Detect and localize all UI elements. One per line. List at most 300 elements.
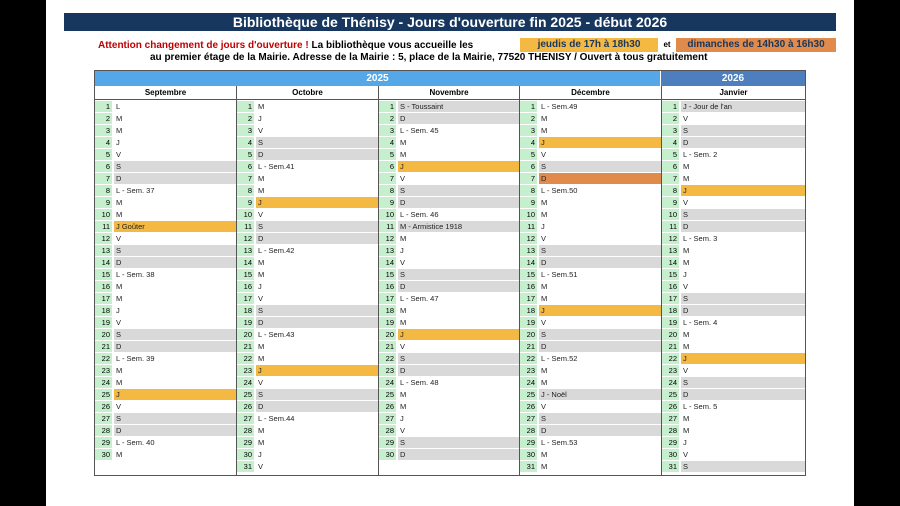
day-row bbox=[379, 148, 519, 160]
day-label: V bbox=[116, 234, 122, 243]
day-number: 15 bbox=[95, 269, 112, 280]
day-number: 12 bbox=[95, 233, 112, 244]
day-row bbox=[662, 376, 805, 388]
day-row bbox=[520, 268, 661, 280]
day-number: 9 bbox=[379, 197, 396, 208]
day-label: V bbox=[541, 318, 547, 327]
welcome-text: La bibliothèque vous accueille les bbox=[311, 40, 474, 51]
day-label: M bbox=[258, 426, 265, 435]
day-label: J bbox=[116, 306, 120, 315]
day-row bbox=[379, 196, 519, 208]
month-header: Novembre bbox=[379, 86, 519, 100]
day-label: D bbox=[539, 257, 661, 268]
day-number: 4 bbox=[520, 137, 537, 148]
day-label: M bbox=[400, 390, 407, 399]
day-label: S bbox=[398, 269, 519, 280]
day-row bbox=[237, 448, 378, 460]
day-number: 7 bbox=[379, 173, 396, 184]
day-row bbox=[520, 400, 661, 412]
day-label: J - Noël bbox=[539, 389, 661, 400]
day-row bbox=[662, 232, 805, 244]
day-label: V bbox=[116, 402, 122, 411]
month-column-octobre bbox=[236, 86, 378, 475]
day-row bbox=[662, 436, 805, 448]
day-number: 7 bbox=[95, 173, 112, 184]
day-number: 29 bbox=[379, 437, 396, 448]
day-row bbox=[662, 208, 805, 220]
day-row bbox=[237, 376, 378, 388]
day-number: 8 bbox=[520, 185, 537, 196]
day-row bbox=[379, 436, 519, 448]
day-label: V bbox=[400, 174, 406, 183]
day-number: 23 bbox=[662, 365, 679, 376]
day-row bbox=[520, 316, 661, 328]
day-number: 27 bbox=[95, 413, 112, 424]
year-header-2025: 2025 bbox=[95, 71, 660, 86]
day-number: 31 bbox=[662, 461, 679, 472]
day-row bbox=[237, 100, 378, 112]
day-row bbox=[379, 184, 519, 196]
day-label: D bbox=[398, 113, 519, 124]
day-label: M bbox=[400, 306, 407, 315]
day-row bbox=[662, 244, 805, 256]
day-label: M bbox=[541, 450, 548, 459]
day-row bbox=[520, 448, 661, 460]
day-label: M bbox=[116, 366, 123, 375]
day-number: 29 bbox=[95, 437, 112, 448]
day-number: 12 bbox=[662, 233, 679, 244]
day-number: 4 bbox=[237, 137, 254, 148]
day-row bbox=[237, 160, 378, 172]
day-number: 16 bbox=[520, 281, 537, 292]
day-row bbox=[520, 148, 661, 160]
day-number: 26 bbox=[379, 401, 396, 412]
day-label: J bbox=[539, 305, 661, 316]
day-row bbox=[520, 100, 661, 112]
day-label: D bbox=[681, 389, 805, 400]
day-number: 20 bbox=[520, 329, 537, 340]
day-row bbox=[237, 460, 378, 472]
day-row bbox=[379, 316, 519, 328]
day-label: V bbox=[258, 210, 264, 219]
day-row bbox=[379, 400, 519, 412]
day-number: 18 bbox=[237, 305, 254, 316]
day-row bbox=[662, 304, 805, 316]
day-row bbox=[662, 424, 805, 436]
day-row bbox=[95, 256, 236, 268]
day-label: S bbox=[539, 161, 661, 172]
day-label: M bbox=[258, 102, 265, 111]
day-label: S bbox=[539, 413, 661, 424]
day-row bbox=[95, 448, 236, 460]
day-label: L - Sem.42 bbox=[258, 246, 295, 255]
day-label: M bbox=[400, 318, 407, 327]
day-row bbox=[237, 148, 378, 160]
day-row bbox=[95, 244, 236, 256]
day-row bbox=[237, 256, 378, 268]
month-column-décembre bbox=[519, 86, 661, 475]
day-number: 16 bbox=[379, 281, 396, 292]
day-number: 30 bbox=[520, 449, 537, 460]
day-row bbox=[95, 196, 236, 208]
day-row bbox=[520, 208, 661, 220]
day-label: D bbox=[681, 137, 805, 148]
day-row bbox=[95, 328, 236, 340]
day-label: L - Sem. 39 bbox=[116, 354, 155, 363]
day-number: 3 bbox=[95, 125, 112, 136]
day-row bbox=[95, 352, 236, 364]
day-number: 27 bbox=[379, 413, 396, 424]
day-number: 12 bbox=[520, 233, 537, 244]
day-label: L - Sem.50 bbox=[541, 186, 578, 195]
day-number: 22 bbox=[520, 353, 537, 364]
month-column-janvier bbox=[661, 86, 805, 475]
day-number: 29 bbox=[237, 437, 254, 448]
day-number: 21 bbox=[520, 341, 537, 352]
day-number: 21 bbox=[379, 341, 396, 352]
day-row bbox=[237, 268, 378, 280]
day-row bbox=[95, 232, 236, 244]
day-row bbox=[520, 196, 661, 208]
day-label: L - Sem. 4 bbox=[683, 318, 718, 327]
day-number: 18 bbox=[662, 305, 679, 316]
day-row bbox=[662, 328, 805, 340]
day-row bbox=[95, 376, 236, 388]
day-label: M bbox=[541, 114, 548, 123]
day-row bbox=[237, 352, 378, 364]
day-label: M bbox=[541, 378, 548, 387]
day-row bbox=[520, 172, 661, 184]
day-row bbox=[95, 112, 236, 124]
day-row bbox=[379, 364, 519, 376]
day-number: 9 bbox=[237, 197, 254, 208]
day-row bbox=[237, 340, 378, 352]
day-label: J bbox=[398, 161, 519, 172]
day-number: 11 bbox=[520, 221, 537, 232]
day-label: L - Sem.43 bbox=[258, 330, 295, 339]
day-label: S bbox=[398, 437, 519, 448]
day-row bbox=[95, 172, 236, 184]
day-row bbox=[95, 148, 236, 160]
day-row bbox=[662, 112, 805, 124]
day-number: 10 bbox=[379, 209, 396, 220]
day-row bbox=[237, 208, 378, 220]
day-label: L - Sem. 47 bbox=[400, 294, 439, 303]
day-label: L - Sem. 3 bbox=[683, 234, 718, 243]
day-row bbox=[379, 328, 519, 340]
day-number: 28 bbox=[379, 425, 396, 436]
day-row bbox=[662, 196, 805, 208]
day-label: S bbox=[539, 245, 661, 256]
day-label: J Goûter bbox=[114, 221, 236, 232]
day-number: 31 bbox=[237, 461, 254, 472]
day-label: V bbox=[116, 318, 122, 327]
day-row bbox=[237, 172, 378, 184]
day-row bbox=[379, 244, 519, 256]
day-number: 25 bbox=[237, 389, 254, 400]
day-number: 29 bbox=[662, 437, 679, 448]
day-row bbox=[662, 280, 805, 292]
day-label: V bbox=[258, 294, 264, 303]
day-number: 6 bbox=[662, 161, 679, 172]
day-number: 28 bbox=[95, 425, 112, 436]
day-label: M bbox=[400, 138, 407, 147]
day-label: M bbox=[541, 210, 548, 219]
day-number: 1 bbox=[237, 101, 254, 112]
day-number: 19 bbox=[662, 317, 679, 328]
day-label: L - Sem. 37 bbox=[116, 186, 155, 195]
day-row bbox=[379, 124, 519, 136]
day-label: J bbox=[256, 197, 378, 208]
day-row bbox=[662, 220, 805, 232]
day-number: 21 bbox=[662, 341, 679, 352]
day-number: 18 bbox=[379, 305, 396, 316]
day-number: 7 bbox=[520, 173, 537, 184]
day-label: V bbox=[683, 198, 689, 207]
day-label: L - Sem. 2 bbox=[683, 150, 718, 159]
day-row bbox=[237, 424, 378, 436]
day-number: 28 bbox=[520, 425, 537, 436]
day-row bbox=[520, 112, 661, 124]
day-label: J bbox=[116, 138, 120, 147]
day-row bbox=[95, 304, 236, 316]
day-label: V bbox=[683, 366, 689, 375]
day-number: 23 bbox=[237, 365, 254, 376]
day-row bbox=[237, 124, 378, 136]
month-header: Décembre bbox=[520, 86, 661, 100]
day-label: M bbox=[683, 162, 690, 171]
day-row bbox=[95, 316, 236, 328]
day-row bbox=[237, 388, 378, 400]
day-row bbox=[379, 100, 519, 112]
day-label: L - Sem. 45 bbox=[400, 126, 439, 135]
day-row bbox=[662, 124, 805, 136]
day-label: D bbox=[681, 221, 805, 232]
day-label: D bbox=[114, 341, 236, 352]
day-label: V bbox=[400, 258, 406, 267]
day-number: 14 bbox=[520, 257, 537, 268]
day-row bbox=[520, 412, 661, 424]
day-row bbox=[379, 112, 519, 124]
day-label: M bbox=[116, 126, 123, 135]
day-row bbox=[662, 148, 805, 160]
day-label: V bbox=[258, 378, 264, 387]
day-row bbox=[662, 352, 805, 364]
day-number: 11 bbox=[237, 221, 254, 232]
day-row bbox=[662, 340, 805, 352]
day-row bbox=[237, 436, 378, 448]
day-row bbox=[95, 280, 236, 292]
day-label: M bbox=[116, 282, 123, 291]
day-label: M bbox=[541, 282, 548, 291]
day-label: M bbox=[400, 234, 407, 243]
day-row bbox=[662, 364, 805, 376]
day-row bbox=[95, 160, 236, 172]
day-label: M bbox=[116, 294, 123, 303]
day-row bbox=[379, 268, 519, 280]
day-label: M - Armistice 1918 bbox=[398, 221, 519, 232]
day-label: V bbox=[683, 114, 689, 123]
day-row bbox=[379, 340, 519, 352]
day-number: 27 bbox=[520, 413, 537, 424]
day-label: M bbox=[683, 426, 690, 435]
year-header-2026: 2026 bbox=[661, 71, 805, 86]
day-row bbox=[662, 268, 805, 280]
day-number: 16 bbox=[95, 281, 112, 292]
day-label: V bbox=[258, 126, 264, 135]
day-label: D bbox=[398, 449, 519, 460]
day-row bbox=[662, 412, 805, 424]
day-number: 24 bbox=[95, 377, 112, 388]
day-list bbox=[237, 100, 378, 472]
day-label: D bbox=[539, 173, 661, 184]
day-number: 15 bbox=[237, 269, 254, 280]
day-row bbox=[95, 220, 236, 232]
day-number: 13 bbox=[95, 245, 112, 256]
address-line: au premier étage de la Mairie. Adresse de la Mairie : 5, place de la Mairie, 77520 THENISY / Ouvert à tous gratuitement bbox=[150, 52, 708, 63]
month-header: Janvier bbox=[662, 86, 805, 100]
day-label: J bbox=[114, 389, 236, 400]
day-number: 31 bbox=[520, 461, 537, 472]
day-row bbox=[237, 220, 378, 232]
day-number: 5 bbox=[95, 149, 112, 160]
day-row bbox=[379, 208, 519, 220]
day-number: 3 bbox=[379, 125, 396, 136]
day-row bbox=[520, 232, 661, 244]
day-label: M bbox=[541, 294, 548, 303]
day-row bbox=[520, 352, 661, 364]
day-number: 30 bbox=[379, 449, 396, 460]
day-number: 8 bbox=[237, 185, 254, 196]
day-label: L - Sem.53 bbox=[541, 438, 578, 447]
day-number: 21 bbox=[237, 341, 254, 352]
day-row bbox=[662, 160, 805, 172]
day-number: 20 bbox=[379, 329, 396, 340]
day-label: S bbox=[681, 293, 805, 304]
day-label: J bbox=[400, 246, 404, 255]
day-label: J bbox=[683, 438, 687, 447]
day-row bbox=[379, 280, 519, 292]
day-label: V bbox=[116, 150, 122, 159]
day-number: 9 bbox=[520, 197, 537, 208]
day-label: S bbox=[114, 245, 236, 256]
day-label: M bbox=[541, 462, 548, 471]
day-label: J bbox=[256, 365, 378, 376]
day-number: 6 bbox=[520, 161, 537, 172]
month-column-novembre bbox=[378, 86, 519, 475]
day-label: M bbox=[258, 270, 265, 279]
day-row bbox=[379, 172, 519, 184]
month-header: Octobre bbox=[237, 86, 378, 100]
day-row bbox=[520, 376, 661, 388]
day-number: 15 bbox=[520, 269, 537, 280]
day-number: 25 bbox=[379, 389, 396, 400]
month-header: Septembre bbox=[95, 86, 236, 100]
day-label: D bbox=[256, 149, 378, 160]
day-number: 9 bbox=[95, 197, 112, 208]
day-label: M bbox=[400, 150, 407, 159]
day-label: J - Jour de l'an bbox=[681, 101, 805, 112]
day-row bbox=[520, 280, 661, 292]
day-number: 26 bbox=[95, 401, 112, 412]
day-label: M bbox=[116, 114, 123, 123]
day-label: V bbox=[541, 150, 547, 159]
day-number: 5 bbox=[662, 149, 679, 160]
day-label: V bbox=[258, 462, 264, 471]
day-number: 6 bbox=[95, 161, 112, 172]
day-label: D bbox=[398, 365, 519, 376]
day-label: L - Sem. 48 bbox=[400, 378, 439, 387]
day-row bbox=[662, 184, 805, 196]
day-label: M bbox=[683, 330, 690, 339]
day-number: 15 bbox=[379, 269, 396, 280]
day-label: S bbox=[398, 353, 519, 364]
day-number: 25 bbox=[662, 389, 679, 400]
day-label: D bbox=[539, 425, 661, 436]
day-row bbox=[95, 136, 236, 148]
day-label: L - Sem.41 bbox=[258, 162, 295, 171]
day-number: 2 bbox=[237, 113, 254, 124]
day-number: 28 bbox=[237, 425, 254, 436]
day-number: 5 bbox=[379, 149, 396, 160]
day-number: 6 bbox=[237, 161, 254, 172]
day-number: 27 bbox=[662, 413, 679, 424]
day-row bbox=[520, 364, 661, 376]
day-label: J bbox=[258, 282, 262, 291]
day-row bbox=[237, 364, 378, 376]
day-number: 16 bbox=[662, 281, 679, 292]
day-row bbox=[520, 292, 661, 304]
day-label: D bbox=[539, 341, 661, 352]
day-label: M bbox=[258, 258, 265, 267]
day-row bbox=[379, 412, 519, 424]
day-number: 30 bbox=[662, 449, 679, 460]
day-label: D bbox=[398, 281, 519, 292]
day-row bbox=[237, 196, 378, 208]
day-number: 10 bbox=[662, 209, 679, 220]
day-number: 19 bbox=[379, 317, 396, 328]
day-row bbox=[520, 184, 661, 196]
day-number: 17 bbox=[95, 293, 112, 304]
day-number: 20 bbox=[95, 329, 112, 340]
day-row bbox=[662, 316, 805, 328]
day-label: V bbox=[683, 450, 689, 459]
day-label: M bbox=[258, 342, 265, 351]
day-label: L - Sem.51 bbox=[541, 270, 578, 279]
day-label: S bbox=[398, 185, 519, 196]
day-number: 18 bbox=[520, 305, 537, 316]
day-row bbox=[662, 100, 805, 112]
day-number: 1 bbox=[662, 101, 679, 112]
day-row bbox=[662, 136, 805, 148]
day-number: 19 bbox=[520, 317, 537, 328]
day-row bbox=[379, 220, 519, 232]
day-row bbox=[520, 124, 661, 136]
day-label: J bbox=[683, 270, 687, 279]
day-label: M bbox=[541, 198, 548, 207]
day-number: 2 bbox=[95, 113, 112, 124]
day-number: 22 bbox=[662, 353, 679, 364]
day-number: 10 bbox=[237, 209, 254, 220]
day-number: 17 bbox=[237, 293, 254, 304]
day-label: M bbox=[683, 174, 690, 183]
day-list bbox=[520, 100, 661, 472]
day-number: 21 bbox=[95, 341, 112, 352]
day-number: 17 bbox=[520, 293, 537, 304]
day-row bbox=[379, 292, 519, 304]
day-label: S bbox=[256, 305, 378, 316]
day-number: 2 bbox=[520, 113, 537, 124]
